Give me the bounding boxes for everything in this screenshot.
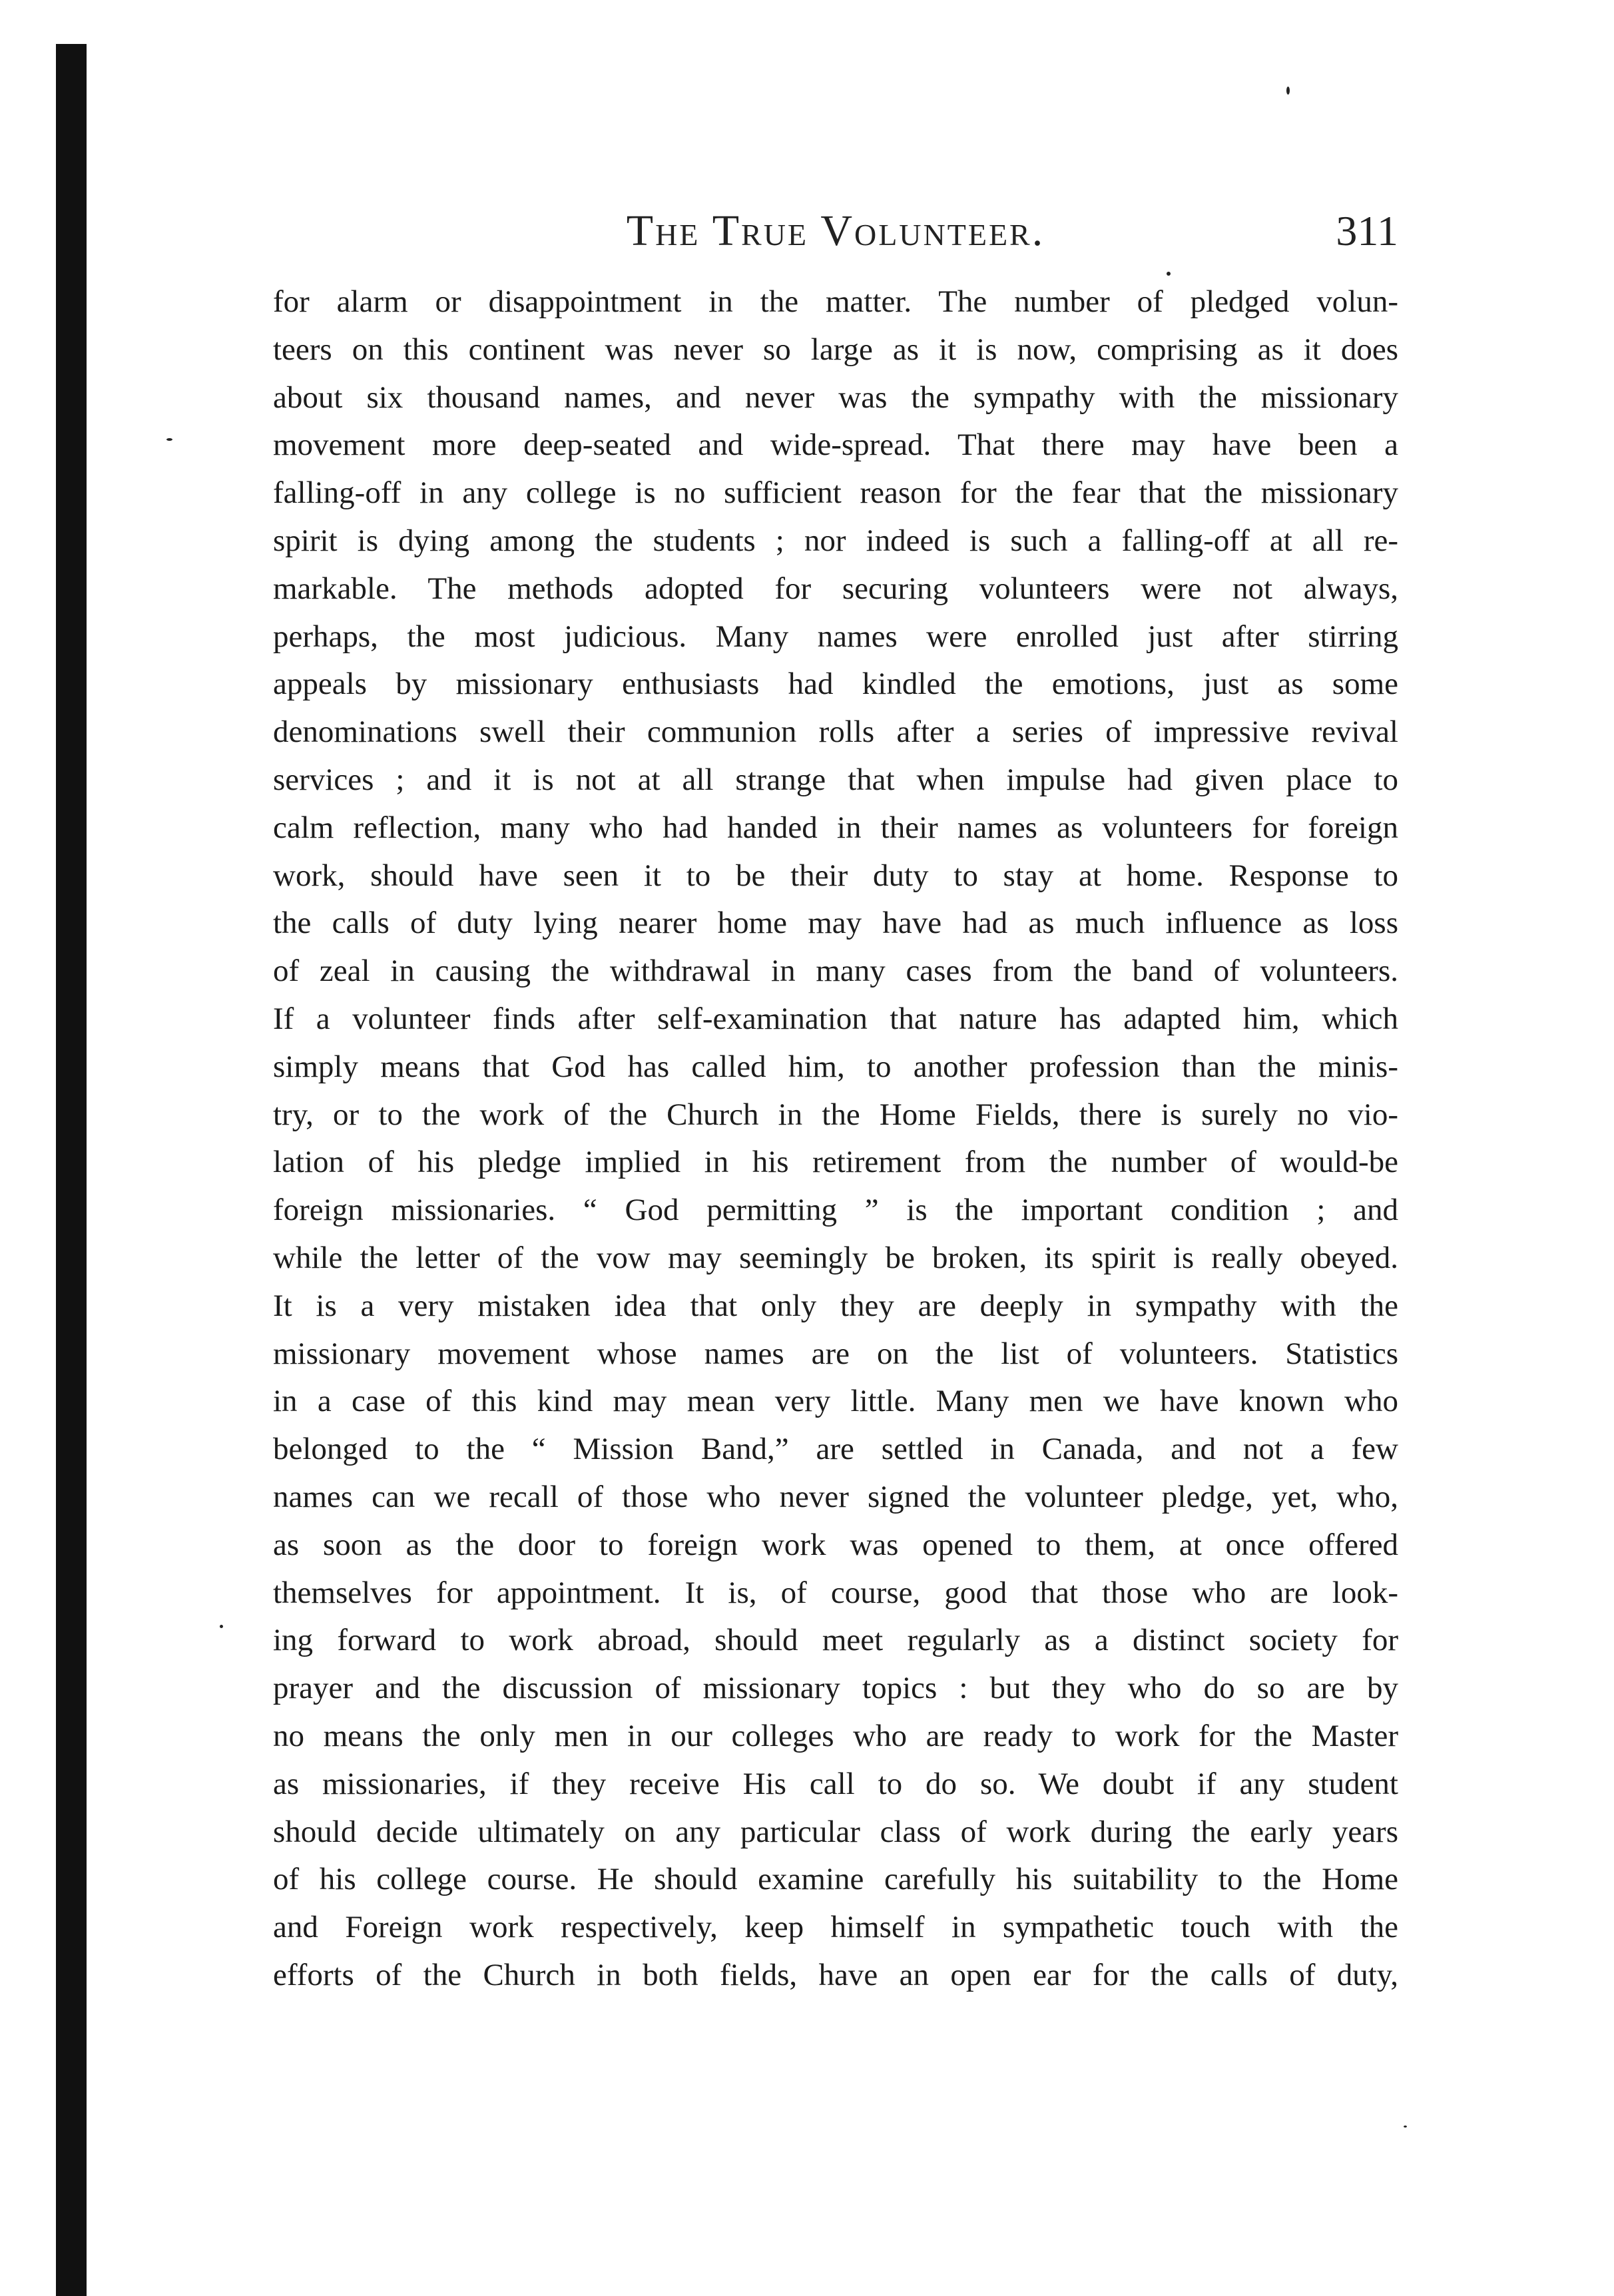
text-line: teers on this continent was never so large as it is now, comprising as it does (273, 332, 1398, 367)
text-line: prayer and the discussion of missionary topics : but they who do so are by (273, 1671, 1398, 1706)
text-line: efforts of the Church in both fields, have an open ear for the calls of duty, (273, 1957, 1398, 1992)
text-line: missionary movement whose names are on the list of volunteers. Statistics (273, 1336, 1398, 1371)
text-line: ing forward to work abroad, should meet regularly as a distinct society for (273, 1623, 1398, 1658)
text-line: lation of his pledge implied in his retirement from the number of would-be (273, 1145, 1398, 1180)
scan-speck (166, 438, 172, 441)
text-line: while the letter of the vow may seemingly be broken, its spirit is really obeyed. (273, 1240, 1398, 1275)
binding-edge (56, 44, 87, 2296)
page-number: 311 (1336, 207, 1398, 254)
text-line: It is a very mistaken idea that only they are deeply in sympathy with the (273, 1288, 1398, 1323)
text-line: services ; and it is not at all strange that when impulse had given place to (273, 762, 1398, 797)
text-line: about six thousand names, and never was the sympathy with the missionary (273, 380, 1398, 415)
text-line: denominations swell their communion rolls after a series of impressive revival (273, 715, 1398, 750)
text-line: calm reflection, many who had handed in their names as volunteers for foreign (273, 810, 1398, 845)
text-line: falling-off in any college is no sufficient reason for the fear that the missionary (273, 475, 1398, 511)
text-line: foreign missionaries. “ God permitting ” is the important condition ; and (273, 1193, 1398, 1228)
scan-speck (1286, 87, 1290, 95)
text-line: work, should have seen it to be their duty to stay at home. Response to (273, 858, 1398, 893)
text-line: names can we recall of those who never signed the volunteer pledge, yet, who, (273, 1479, 1398, 1514)
text-line: the calls of duty lying nearer home may have had as much influence as loss (273, 906, 1398, 941)
text-line: try, or to the work of the Church in the Home Fields, there is surely no vio- (273, 1097, 1398, 1132)
text-line: movement more deep-seated and wide-spread. That there may have been a (273, 428, 1398, 463)
text-line: for alarm or disappointment in the matter. The number of pledged volun- (273, 284, 1398, 319)
text-line: no means the only men in our colleges who are ready to work for the Master (273, 1718, 1398, 1753)
text-line: appeals by missionary enthusiasts had kindled the emotions, just as some (273, 667, 1398, 702)
text-line: should decide ultimately on any particular class of work during the early years (273, 1814, 1398, 1849)
scan-speck (1404, 2126, 1407, 2128)
text-line: If a volunteer finds after self-examination that nature has adapted him, which (273, 1001, 1398, 1036)
text-line: spirit is dying among the students ; nor indeed is such a falling-off at all re- (273, 523, 1398, 558)
body-text (273, 278, 1398, 2000)
text-line: and Foreign work respectively, keep himself in sympathetic touch with the (273, 1910, 1398, 1945)
scan-speck (220, 1625, 223, 1628)
text-line: of his college course. He should examine carefully his suitability to the Home (273, 1862, 1398, 1897)
text-line: of zeal in causing the withdrawal in many cases from the band of volunteers. (273, 954, 1398, 989)
text-line: as missionaries, if they receive His call to do so. We doubt if any student (273, 1766, 1398, 1801)
text-line: in a case of this kind may mean very little. Many men we have known who (273, 1384, 1398, 1419)
text-line: perhaps, the most judicious. Many names were enrolled just after stirring (273, 619, 1398, 654)
text-line: belonged to the “ Mission Band,” are settled in Canada, and not a few (273, 1432, 1398, 1467)
scan-speck (1167, 272, 1171, 276)
running-head (273, 194, 1398, 268)
text-line: simply means that God has called him, to another profession than the minis- (273, 1049, 1398, 1084)
text-line: as soon as the door to foreign work was opened to them, at once offered (273, 1527, 1398, 1562)
text-line: themselves for appointment. It is, of course, good that those who are look- (273, 1575, 1398, 1610)
page-title: The True Volunteer. (626, 206, 1045, 255)
text-line: markable. The methods adopted for securing volunteers were not always, (273, 571, 1398, 606)
